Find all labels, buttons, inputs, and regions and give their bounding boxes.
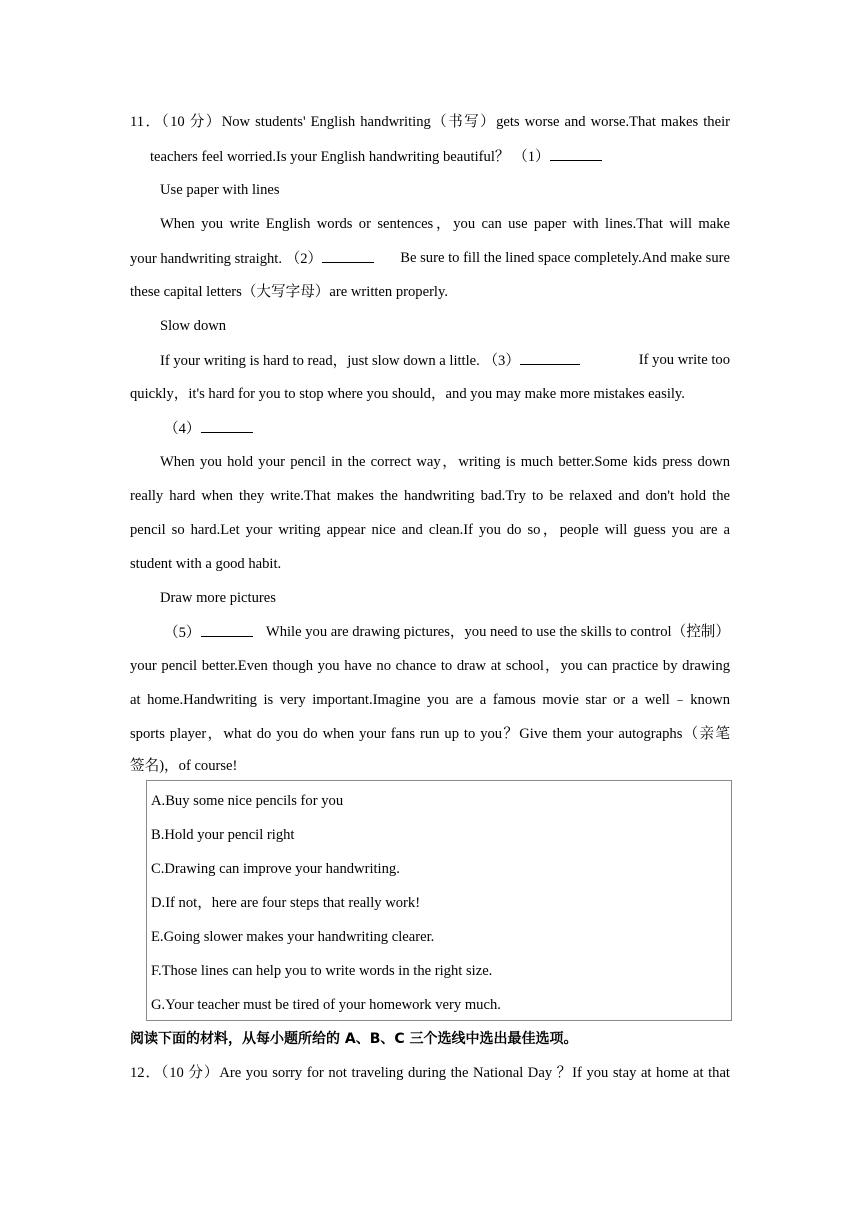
section-instruction: 阅读下面的材料，从每小题所给的 A、B、C 三个选线中选出最佳选项。 xyxy=(130,1031,578,1047)
paragraph-3-line-1: When you hold your pencil in the correct way，writing is much better.Some kids press down xyxy=(160,454,730,470)
answer-blank-1[interactable] xyxy=(550,146,602,161)
option-d: D.If not，here are four steps that really work! xyxy=(151,895,421,911)
q12-number: 12． xyxy=(130,1065,161,1081)
paragraph-2-line-2: quickly，it's hard for you to stop where you should，and you may make more mistakes easily. xyxy=(130,386,685,402)
heading-slow-down: Slow down xyxy=(160,318,227,334)
q11-line-1: 11．（10 分）Now students' English handwriting（书写）gets worse and worse.That makes their xyxy=(130,114,730,130)
paragraph-4-line-1: （5） While you are drawing pictures，you need to use the skills to control（控制） xyxy=(164,624,730,641)
q11-score: （10 分） xyxy=(161,114,222,130)
option-a: A.Buy some nice pencils for you xyxy=(151,793,344,809)
q11-line-2: teachers feel worried.Is your English handwriting beautiful？ （1） xyxy=(150,146,602,166)
paragraph-3-line-2: really hard when they write.That makes the handwriting bad.Try to be relaxed and don't hold the xyxy=(130,488,730,504)
option-c: C.Drawing can improve your handwriting. xyxy=(151,861,400,877)
option-b: B.Hold your pencil right xyxy=(151,827,295,843)
paragraph-3-line-4: student with a good habit. xyxy=(130,556,282,572)
heading-draw-more-pictures: Draw more pictures xyxy=(160,590,276,606)
paragraph-1-line-1: When you write English words or sentences，you can use paper with lines.That will make xyxy=(160,216,730,232)
q12-line-1: 12．（10 分）Are you sorry for not traveling during the National Day ？If you stay at home at that xyxy=(130,1065,730,1081)
q12-score: （10 分） xyxy=(161,1065,220,1081)
q11-number: 11． xyxy=(130,114,162,130)
answer-blank-4[interactable] xyxy=(201,418,253,433)
paragraph-3-line-3: pencil so hard.Let your writing appear nice and clean.If you do so，people will guess you are a xyxy=(130,522,730,538)
answer-blank-5[interactable] xyxy=(201,622,253,637)
answer-blank-2[interactable] xyxy=(322,248,374,263)
answer-blank-3[interactable] xyxy=(520,350,580,365)
option-g: G.Your teacher must be tired of your homework very much. xyxy=(151,997,501,1013)
heading-blank-4: （4） xyxy=(164,418,253,438)
paragraph-4-line-4: sports player，what do you do when your fans run up to you？Give them your autographs（亲笔 xyxy=(130,726,730,742)
option-f: F.Those lines can help you to write words in the right size. xyxy=(151,963,493,979)
heading-use-paper-with-lines: Use paper with lines xyxy=(160,182,280,198)
option-e: E.Going slower makes your handwriting clearer. xyxy=(151,929,435,945)
paragraph-4-line-2: your pencil better.Even though you have no chance to draw at school，you can practice by drawing xyxy=(130,658,730,674)
paragraph-4-line-5: 签名)，of course! xyxy=(130,758,238,774)
options-box xyxy=(146,780,732,1021)
paragraph-1-line-2: your handwriting straight. （2） Be sure to fill the lined space completely.And make sure xyxy=(130,250,730,267)
paragraph-4-line-3: at home.Handwriting is very important.Imagine you are a famous movie star or a well﹣known xyxy=(130,692,730,708)
paragraph-2-line-1: If your writing is hard to read，just slow down a little. （3） If you write too xyxy=(160,352,730,369)
paragraph-1-line-3: these capital letters（大写字母）are written properly. xyxy=(130,284,448,300)
